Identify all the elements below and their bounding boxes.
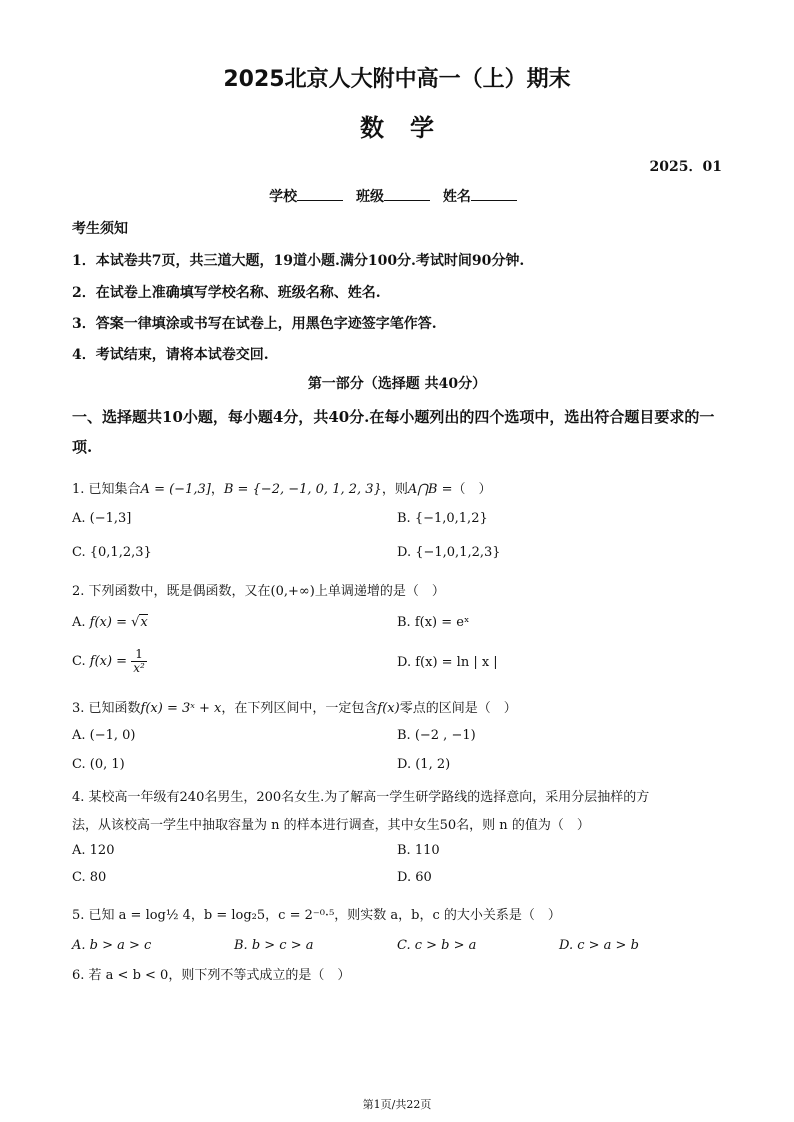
section-title: 第一部分（选择题 共40分） [307,376,487,392]
question-6-stem: 6. 若 a < b < 0，则下列不等式成立的是（ ） [72,968,351,983]
school-label: 学校 [269,189,298,205]
class-blank[interactable] [384,200,430,201]
subject-title: 数学 [360,114,460,142]
question-2-stem: 2. 下列函数中，既是偶函数，又在(0,+∞)上单调递增的是（ ） [72,584,445,599]
name-label: 姓名 [442,189,471,205]
page-number: 第1页/共22页 [362,1098,432,1111]
question-2-option-d[interactable]: D. f(x) = ln | x | [397,655,498,670]
exam-date: 2025．01 [649,159,722,175]
fraction: $\frac{1}{\text{x²}}$ [133,647,145,675]
exam-title: 2025北京人大附中高一（上）期末 [223,67,571,92]
notice-heading: 考生须知 [72,221,128,237]
question-4-option-b[interactable]: B. 110 [397,843,440,858]
question-5-option-c[interactable]: C. c > b > a [397,938,477,953]
notice-item: 3．答案一律填涂或书写在试卷上，用黑色字迹签字笔作答. [72,316,437,332]
question-3-option-b[interactable]: B. (−2 , −1) [397,728,476,743]
question-3-option-c[interactable]: C. (0, 1) [72,757,125,772]
question-5-option-d[interactable]: D. c > a > b [559,938,639,953]
question-1-option-d[interactable]: D. {−1,0,1,2,3} [397,545,501,560]
name-blank[interactable] [471,200,517,201]
question-5-stem: 5. 已知 a = log½ 4，b = log₂5，c = 2⁻⁰·⁵，则实数 a，b，c 的大小关系是（ ） [72,908,561,923]
question-5-option-b[interactable]: B. b > c > a [234,938,314,953]
question-3-option-a[interactable]: A. (−1, 0) [72,728,136,743]
question-1-option-c[interactable]: C. {0,1,2,3} [72,545,152,560]
section-instruction: 一、选择题共10小题，每小题4分，共40分.在每小题列出的四个选项中，选出符合题目要求的一项. [72,408,715,456]
question-2-option-c[interactable]: C. f(x) = $\frac{1}{\text{x²}}$ [72,647,145,675]
school-blank[interactable] [297,200,343,201]
class-label: 班级 [356,189,384,205]
question-4-option-a[interactable]: A. 120 [72,843,115,858]
notice-item: 4．考试结束，请将本试卷交回. [72,347,269,363]
question-5-option-a[interactable]: A. b > a > c [72,938,152,953]
question-3-stem: 3. 已知函数f(x) = 3ˣ + x，在下列区间中，一定包含f(x)零点的区间是（ ） [72,701,517,716]
question-2-option-a[interactable]: A. f(x) = √x [72,615,148,630]
question-1-option-b[interactable]: B. {−1,0,1,2} [397,511,488,526]
question-4-option-c[interactable]: C. 80 [72,870,107,885]
question-4-stem-line2: 法，从该校高一学生中抽取容量为 n 的样本进行调查，其中女生50名，则 n 的值为（ ） [72,818,590,833]
question-4-option-d[interactable]: D. 60 [397,870,432,885]
question-4-stem-line1: 4. 某校高一年级有240名男生，200名女生.为了解高一学生研学路线的选择意向，采用分层抽样的方 [72,790,650,805]
notice-item: 1．本试卷共7页，共三道大题，19道小题.满分100分.考试时间90分钟. [72,253,525,269]
question-1-option-a[interactable]: A. (−1,3] [72,511,132,526]
question-1-stem: 1. 已知集合A = (−1,3]，B = {−2, −1, 0, 1, 2, 3}，则A⋂B =（ ） [72,482,492,497]
question-2-option-b[interactable]: B. f(x) = eˣ [397,615,470,630]
notice-item: 2．在试卷上准确填写学校名称、班级名称、姓名. [72,285,381,301]
question-3-option-d[interactable]: D. (1, 2) [397,757,451,772]
student-info-line [0,186,794,206]
